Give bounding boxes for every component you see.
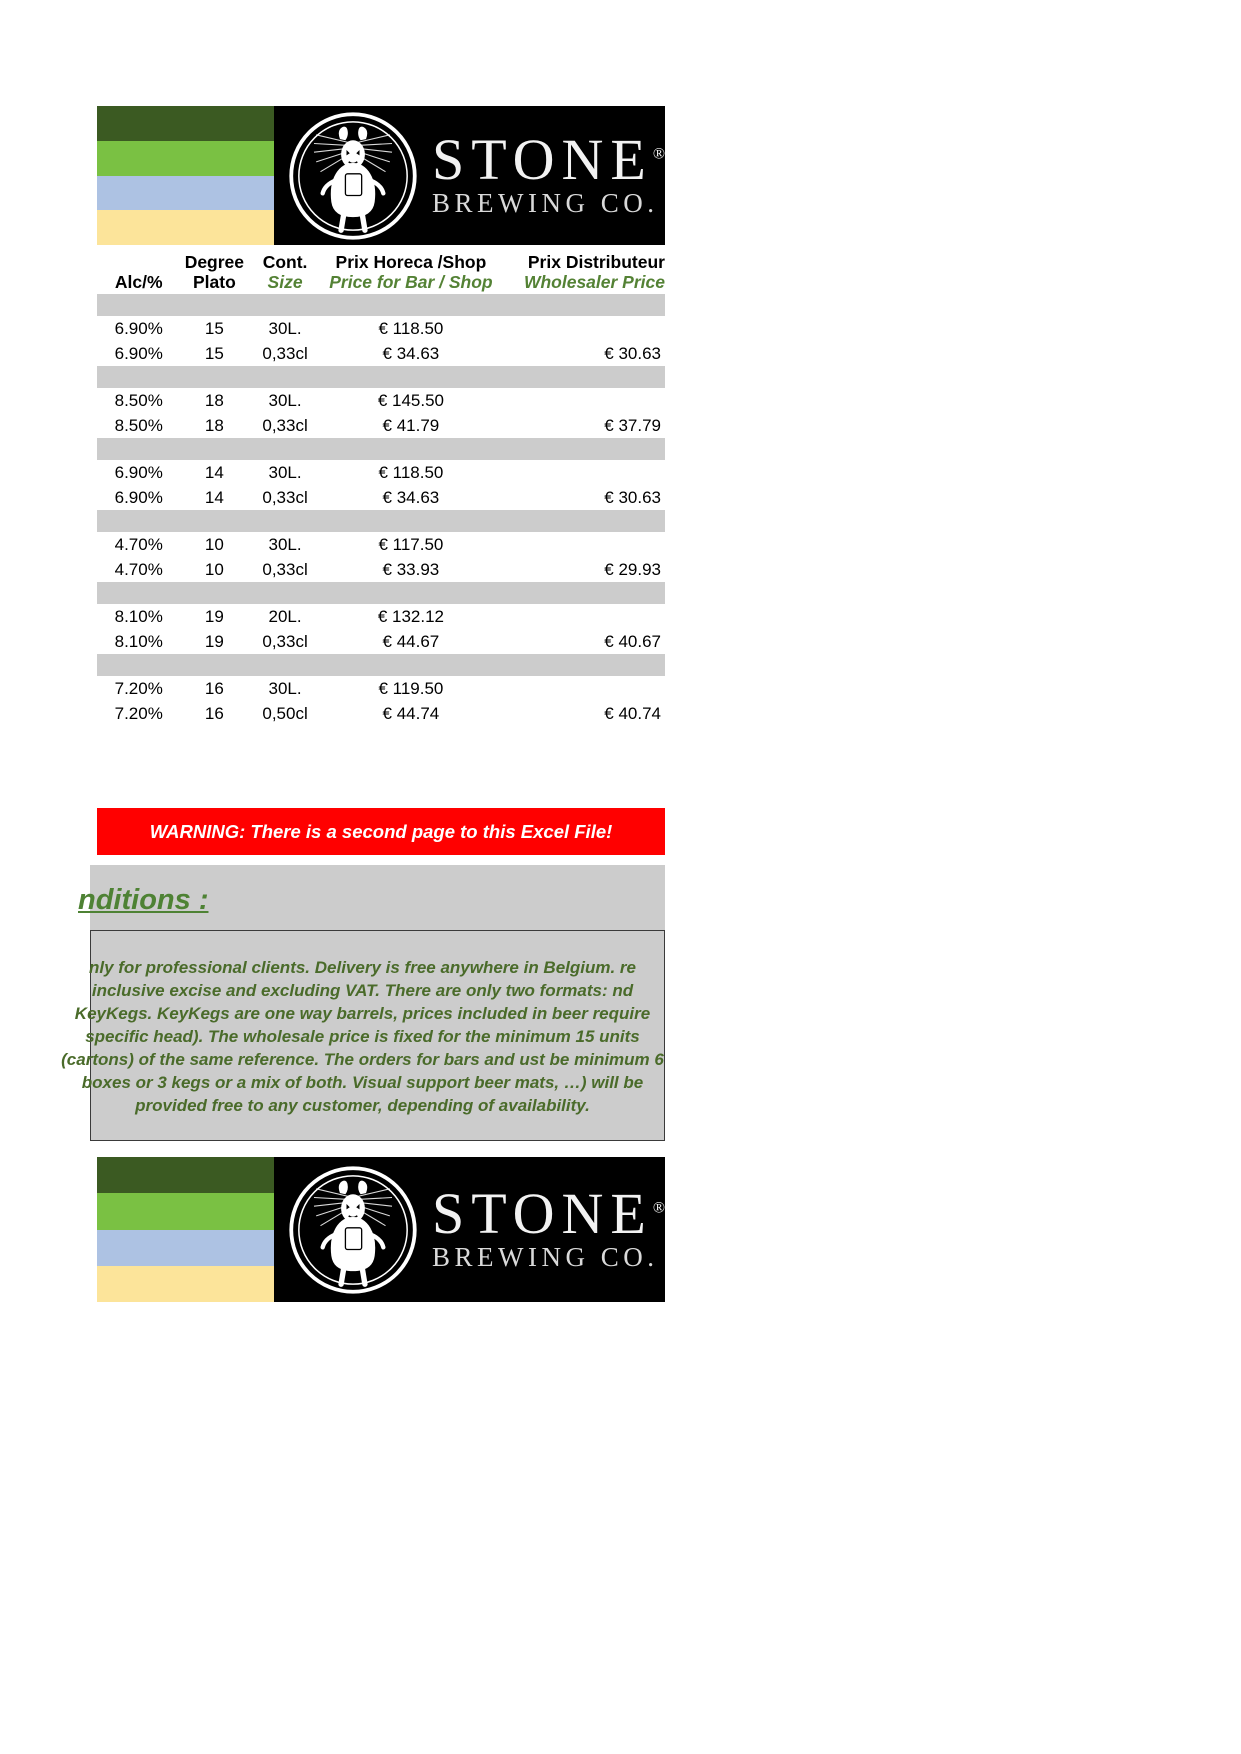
footer-stripe-light-green <box>97 1193 274 1229</box>
cell-alc: 8.10% <box>114 606 163 626</box>
row-separator-cell <box>97 510 665 532</box>
cell-size: 30L. <box>268 390 302 410</box>
header-degree-line1: Degree <box>184 252 245 272</box>
footer-stripe-yellow <box>97 1266 274 1302</box>
footer-stripe-dark-green <box>97 1157 274 1193</box>
price-table <box>97 252 665 726</box>
cell-horeca-price: € 118.50 <box>378 462 444 482</box>
cell-horeca-price: € 44.74 <box>382 703 440 723</box>
cell-alc: 4.70% <box>114 559 163 579</box>
cell-horeca-price: € 41.79 <box>382 415 440 435</box>
row-separator <box>97 510 665 532</box>
footer-logo-banner <box>97 1157 665 1302</box>
cell-size: 30L. <box>268 462 302 482</box>
cell-size: 0,33cl <box>262 343 308 363</box>
cell-wholesale-price <box>500 604 665 629</box>
row-separator-cell <box>97 438 665 460</box>
row-separator-cell <box>97 582 665 604</box>
table-row <box>97 629 665 654</box>
cell-alc: 7.20% <box>114 703 163 723</box>
cell-size: 20L. <box>268 606 302 626</box>
color-stripes <box>97 106 274 245</box>
cell-wholesale-price: € 30.63 <box>604 343 661 363</box>
row-separator <box>97 294 665 316</box>
cell-horeca-price: € 33.93 <box>382 559 440 579</box>
cell-size: 0,50cl <box>262 703 308 723</box>
table-row <box>97 316 665 341</box>
cell-degree: 15 <box>204 318 224 338</box>
cell-wholesale-price: € 40.67 <box>604 631 661 651</box>
row-separator <box>97 654 665 676</box>
cell-wholesale-price: € 29.93 <box>604 559 661 579</box>
cell-alc: 6.90% <box>114 318 163 338</box>
header-distrib-line1: Prix Distributeur <box>527 252 665 272</box>
footer-stone-logo-block <box>274 1157 665 1302</box>
brand-name: STONE® <box>432 127 665 193</box>
table-row <box>97 460 665 485</box>
stone-gargoyle-logo-icon <box>288 111 418 241</box>
cell-size: 0,33cl <box>262 487 308 507</box>
cell-wholesale-price: € 37.79 <box>604 415 661 435</box>
header-horeca-line1: Prix Horeca /Shop <box>335 252 487 272</box>
cell-wholesale-price <box>500 532 665 557</box>
cell-alc: 6.90% <box>114 487 163 507</box>
table-row <box>97 485 665 510</box>
cell-size: 30L. <box>268 318 302 338</box>
table-row <box>97 341 665 366</box>
row-separator-cell <box>97 366 665 388</box>
header-degree-line2: Plato <box>192 272 236 293</box>
table-row <box>97 676 665 701</box>
cell-horeca-price: € 117.50 <box>378 534 444 554</box>
conditions-box <box>61 930 665 1141</box>
stripe-blue <box>97 176 274 211</box>
header-cont <box>248 252 322 294</box>
cell-horeca-price: € 34.63 <box>382 487 440 507</box>
cell-degree: 19 <box>204 606 224 626</box>
cell-degree: 18 <box>204 415 224 435</box>
cell-degree: 16 <box>204 703 224 723</box>
row-separator <box>97 438 665 460</box>
cell-wholesale-price: € 40.74 <box>604 703 661 723</box>
footer-brand-tagline: BREWING CO. <box>432 1242 659 1273</box>
table-header-row <box>97 252 665 294</box>
cell-horeca-price: € 118.50 <box>378 318 444 338</box>
stripe-yellow <box>97 210 274 245</box>
cell-horeca-price: € 132.12 <box>377 606 444 626</box>
header-cont-line2: Size <box>267 272 303 293</box>
table-row <box>97 701 665 726</box>
cell-alc: 7.20% <box>114 678 163 698</box>
cell-degree: 15 <box>204 343 224 363</box>
header-alc-line2: Alc/% <box>114 272 163 293</box>
footer-registered-mark: ® <box>652 1199 665 1217</box>
cell-wholesale-price: € 30.63 <box>604 487 661 507</box>
cell-wholesale-price <box>500 316 665 341</box>
cell-degree: 14 <box>204 462 224 482</box>
cell-wholesale-price <box>500 388 665 413</box>
cell-size: 0,33cl <box>262 559 308 579</box>
cell-alc: 6.90% <box>114 343 163 363</box>
stone-wordmark <box>432 127 665 219</box>
footer-stripe-blue <box>97 1230 274 1266</box>
stripe-dark-green <box>97 106 274 141</box>
row-separator <box>97 582 665 604</box>
cell-alc: 8.50% <box>114 390 163 410</box>
stripe-light-green <box>97 141 274 176</box>
header-alc <box>97 252 180 294</box>
cell-size: 30L. <box>268 678 302 698</box>
row-separator-cell <box>97 294 665 316</box>
cell-wholesale-price <box>500 676 665 701</box>
conditions-text: nly for professional clients. Delivery is free anywhere in Belgium. re inclusive excise and excluding VAT. There are only two formats: nd KeyKegs. KeyKegs are one way barrels, prices included in beer require specific head). The wholesale price is fixed for the minimum 15 units (cartons) of the same reference. The orders for bars and ust be minimum 6 boxes or 3 kegs or a mix of both. Visual support beer mats, …) will be provided free to any customer, depending of availability. <box>61 958 664 1115</box>
cell-horeca-price: € 34.63 <box>382 343 440 363</box>
cell-size: 30L. <box>268 534 302 554</box>
cell-degree: 18 <box>204 390 224 410</box>
conditions-title: nditions : <box>78 884 209 916</box>
header-distrib-line2: Wholesaler Price <box>523 272 665 293</box>
cell-wholesale-price <box>500 460 665 485</box>
row-separator-cell <box>97 654 665 676</box>
row-separator <box>97 366 665 388</box>
cell-alc: 8.10% <box>114 631 163 651</box>
warning-banner: WARNING: There is a second page to this Excel File! <box>97 808 665 855</box>
cell-alc: 4.70% <box>114 534 163 554</box>
table-row <box>97 388 665 413</box>
header-distributeur <box>500 252 665 294</box>
cell-degree: 16 <box>204 678 224 698</box>
cell-alc: 6.90% <box>114 462 163 482</box>
footer-color-stripes <box>97 1157 274 1302</box>
cell-size: 0,33cl <box>262 631 308 651</box>
header-degree <box>180 252 248 294</box>
cell-horeca-price: € 119.50 <box>378 678 444 698</box>
cell-degree: 10 <box>204 534 224 554</box>
stone-gargoyle-logo-icon <box>288 1165 418 1295</box>
stone-logo-block <box>274 106 665 245</box>
header-logo-banner <box>97 106 665 245</box>
cell-size: 0,33cl <box>262 415 308 435</box>
brand-tagline: BREWING CO. <box>432 188 659 219</box>
footer-brand-name: STONE® <box>432 1181 665 1247</box>
cell-degree: 14 <box>204 487 224 507</box>
cell-horeca-price: € 44.67 <box>382 631 440 651</box>
cell-horeca-price: € 145.50 <box>377 390 444 410</box>
table-row <box>97 413 665 438</box>
table-row <box>97 557 665 582</box>
registered-mark: ® <box>652 145 665 163</box>
table-row <box>97 532 665 557</box>
cell-alc: 8.50% <box>114 415 163 435</box>
cell-degree: 10 <box>204 559 224 579</box>
cell-degree: 19 <box>204 631 224 651</box>
table-row <box>97 604 665 629</box>
footer-stone-wordmark <box>432 1181 665 1273</box>
header-horeca <box>322 252 500 294</box>
header-horeca-line2: Price for Bar / Shop <box>329 272 493 293</box>
header-cont-line1: Cont. <box>262 252 308 272</box>
